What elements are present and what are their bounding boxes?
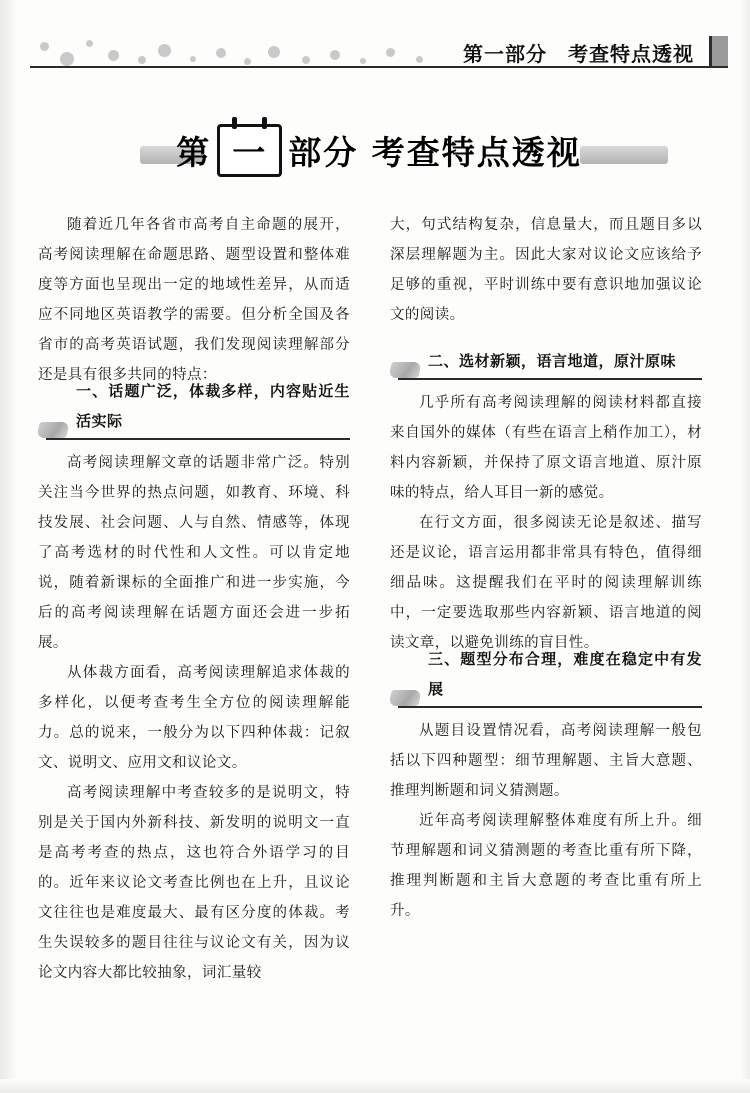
section-heading-1	[38, 382, 350, 442]
paragraph-1-1: 高考阅读理解文章的话题非常广泛。特别关注当今世界的热点问题，如教育、环境、科技发展、社会问题、人与自然、情感等，体现了高考选材的时代性和人文性。可以肯定地说，随着新课标的全面推广和进一步实施，今后的高考阅读理解在话题方面还会进一步拓展。	[38, 455, 350, 651]
running-header	[30, 36, 728, 82]
paragraph-3-2: 近年高考阅读理解整体难度有所上升。细节理解题和词义猜测题的考查比重有所下降，推理判断题和主旨大意题的考查比重有所上升。	[390, 813, 702, 919]
part-title-suffix: 部分 考查特点透视	[288, 133, 582, 172]
column-right	[390, 210, 702, 926]
paragraph-2-2: 在行文方面，很多阅读无论是叙述、描写还是议论，语言运用都非常具有特色，值得细细品味。这提醒我们在平时的阅读理解训练中，一定要选取那些内容新颖、语言地道的阅读文章，以避免训练的盲目性。	[390, 515, 702, 651]
section-heading-rule	[46, 438, 350, 440]
page-edge-bottom	[0, 1079, 750, 1093]
section-heading-1-text: 一、话题广泛，体裁多样，内容贴近生活实际	[76, 382, 350, 430]
brush-mark-icon	[388, 362, 421, 378]
part-number-box: 一	[217, 124, 282, 177]
paragraph-1-3: 高考阅读理解中考查较多的是说明文，特别是关于国内外新科技、新发明的说明文一直是高考考查的热点，这也符合外语学习的目的。近年来议论文考查比例也在上升，且议论文往往也是难度最大、最有区分度的体裁。考生失误较多的题目往往与议论文有关，因为议论文内容大都比较抽象，词汇量较	[38, 785, 350, 981]
page-edge-left	[0, 0, 18, 1093]
section-heading-rule	[398, 378, 702, 380]
paragraph-intro: 随着近几年各省市高考自主命题的展开，高考阅读理解在命题思路、题型设置和整体难度等方面也呈现出一定的地域性差异，从而适应不同地区英语教学的需要。但分析全国及各省市的高考英语试题，我们发现阅读理解部分还是具有很多共同的特点：	[38, 217, 350, 383]
brush-mark-icon	[36, 422, 69, 438]
page-edge-right	[740, 0, 750, 1093]
section-heading-3-text: 三、题型分布合理，难度在稳定中有发展	[428, 650, 702, 698]
section-heading-2-text: 二、选材新颖，语言地道，原汁原味	[428, 352, 677, 370]
part-title-prefix: 第	[176, 133, 212, 172]
section-heading-2	[390, 348, 702, 382]
header-decorative-bubbles	[30, 36, 450, 70]
paragraph-2-1: 几乎所有高考阅读理解的阅读材料都直接来自国外的媒体（有些在语言上稍作加工），材料内容新颖，并保持了原文语言地道、原汁原味的特点，给人耳目一新的感觉。	[390, 395, 702, 501]
section-heading-rule	[398, 706, 702, 708]
paragraph-intro-continued: 大，句式结构复杂，信息量大，而且题目多以深层理解题为主。因此大家对议论文应该给予足够的重视，平时训练中要有意识地加强议论文的阅读。	[390, 217, 702, 323]
paragraph-1-2: 从体裁方面看，高考阅读理解追求体裁的多样化，以便考查考生全方位的阅读理解能力。总的说来，一般分为以下四种体裁：记叙文、说明文、应用文和议论文。	[38, 665, 350, 771]
paragraph-3-1: 从题目设置情况看，高考阅读理解一般包括以下四种题型：细节理解题、主旨大意题、推理判断题和词义猜测题。	[390, 723, 702, 799]
page-title	[30, 124, 728, 177]
header-thumb-tab	[709, 36, 728, 66]
column-left	[38, 210, 350, 988]
section-heading-3	[390, 650, 702, 710]
part-title-block	[30, 118, 728, 192]
article-body	[38, 210, 710, 981]
header-title: 第一部分 考查特点透视	[463, 42, 694, 66]
brush-mark-icon	[388, 690, 421, 706]
